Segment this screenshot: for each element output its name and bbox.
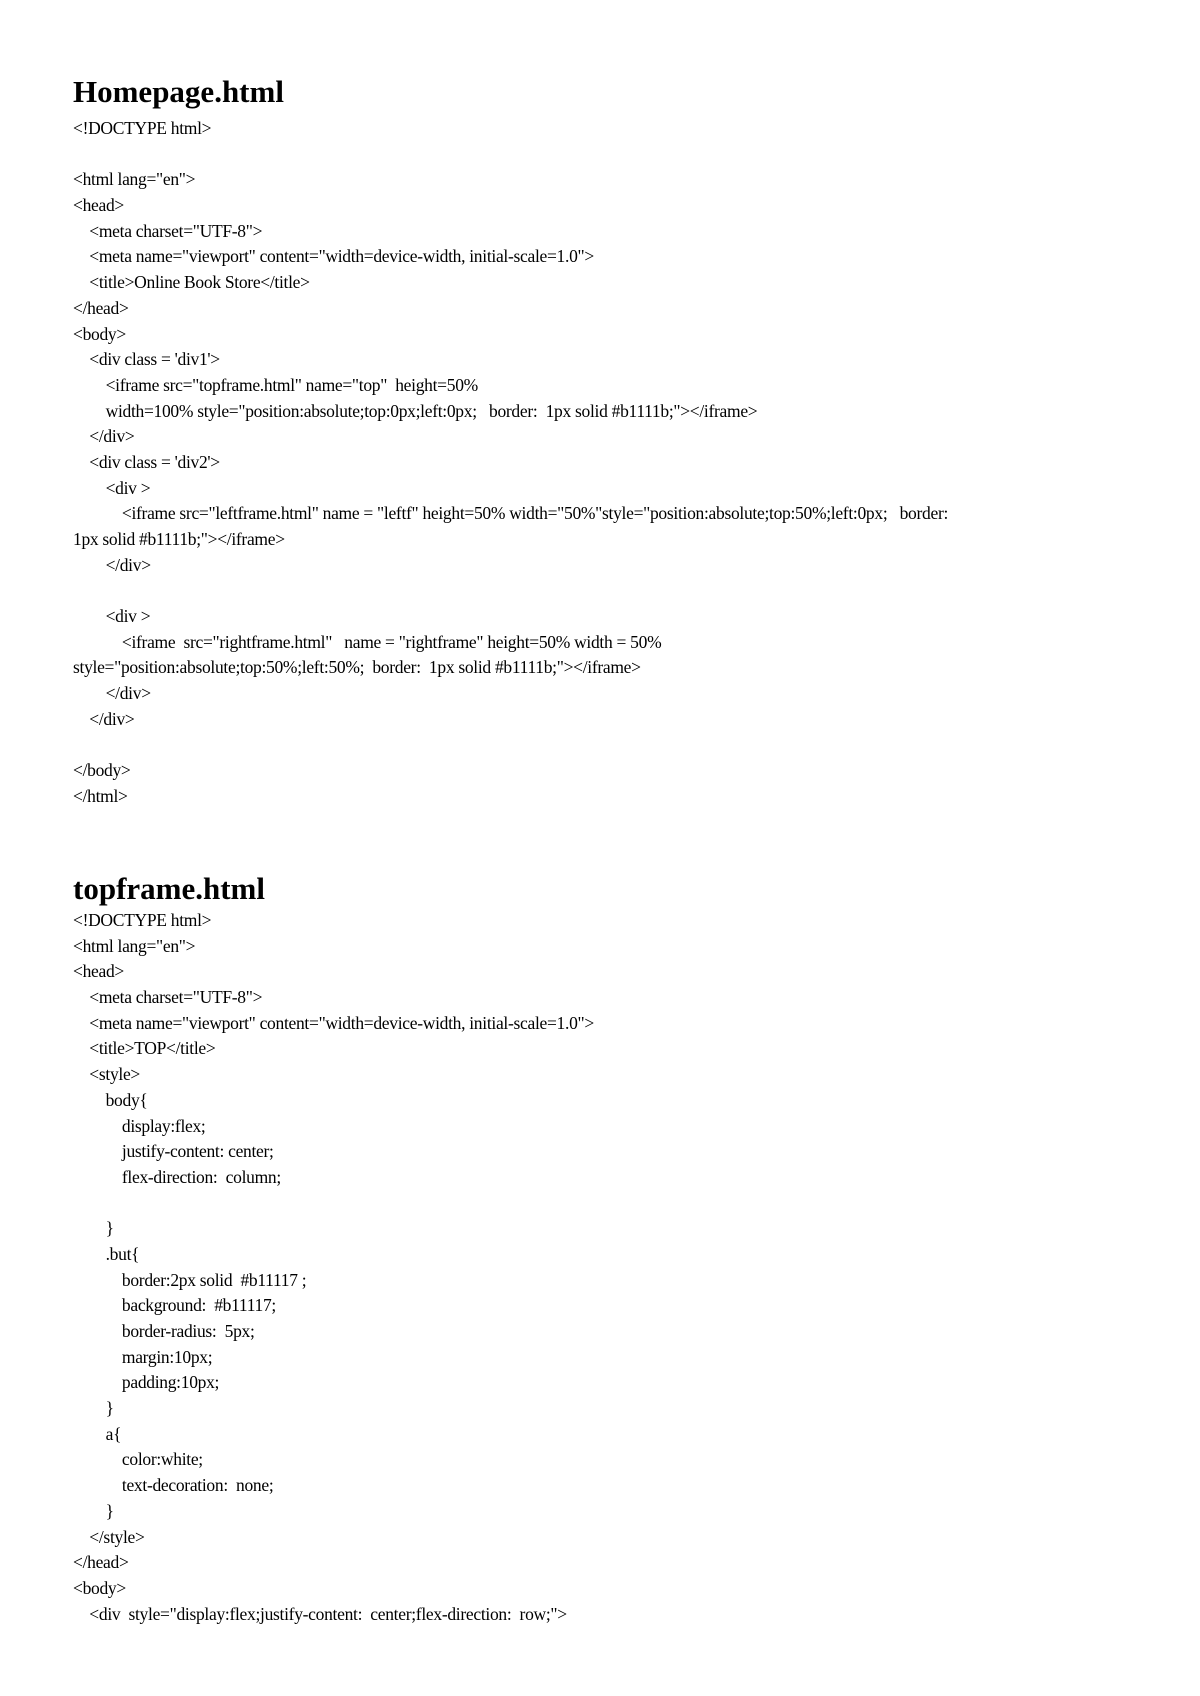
code-line: <meta name="viewport" content="width=device-width, initial-scale=1.0"> — [73, 246, 594, 267]
section-title-homepage: Homepage.html — [73, 74, 284, 109]
code-line: <html lang="en"> — [73, 169, 196, 190]
code-line: <head> — [73, 961, 124, 982]
code-line: justify-content: center; — [73, 1141, 274, 1162]
code-line: </head> — [73, 1552, 129, 1573]
code-line: <body> — [73, 1577, 126, 1598]
code-line: <iframe src="rightframe.html" name = "rightframe" height=50% width = 50% — [73, 631, 662, 652]
code-line: </style> — [73, 1526, 145, 1547]
code-line: <!DOCTYPE html> — [73, 910, 212, 930]
code-line: <title>Online Book Store</title> — [73, 272, 310, 293]
code-line: </body> — [73, 760, 131, 781]
code-line: 1px solid #b1111b;"></iframe> — [73, 529, 285, 549]
code-block-homepage — [73, 116, 1173, 810]
code-line: <meta charset="UTF-8"> — [73, 220, 263, 241]
code-line: <div class = 'div1'> — [73, 349, 220, 370]
code-line: color:white; — [73, 1449, 203, 1470]
code-line: </div> — [73, 683, 151, 704]
code-line: margin:10px; — [73, 1346, 213, 1367]
code-line — [73, 142, 1173, 168]
code-line: </div> — [73, 708, 135, 729]
code-line: .but{ — [73, 1243, 140, 1264]
code-line — [73, 578, 1173, 604]
code-line: <iframe src="topframe.html" name="top" height=50% — [73, 374, 478, 395]
code-line: body{ — [73, 1089, 148, 1110]
code-line: padding:10px; — [73, 1372, 220, 1393]
code-line: text-decoration: none; — [73, 1475, 274, 1496]
code-line: } — [73, 1500, 114, 1521]
code-line: } — [73, 1218, 114, 1239]
code-line: </html> — [73, 785, 128, 806]
code-line: flex-direction: column; — [73, 1166, 281, 1187]
code-line — [73, 1191, 1173, 1217]
code-line: <meta charset="UTF-8"> — [73, 987, 263, 1008]
code-line: width=100% style="position:absolute;top:0px;left:0px; border: 1px solid #b1111b;"></iframe> — [73, 400, 758, 421]
code-line: <iframe src="leftframe.html" name = "leftf" height=50% width="50%"style="position:absolute;top:50%;left:0px; border: — [73, 503, 949, 524]
code-line: border:2px solid #b11117 ; — [73, 1269, 307, 1290]
code-line: <div > — [73, 606, 151, 627]
code-line: <div style="display:flex;justify-content: center;flex-direction: row;"> — [73, 1603, 567, 1624]
code-line: <head> — [73, 195, 124, 216]
code-block-topframe — [73, 908, 1173, 1627]
code-line: border-radius: 5px; — [73, 1321, 255, 1341]
code-line: <html lang="en"> — [73, 935, 196, 956]
code-line: <div class = 'div2'> — [73, 451, 220, 472]
code-line: display:flex; — [73, 1115, 206, 1136]
code-line: </div> — [73, 426, 135, 447]
code-line: <body> — [73, 323, 126, 344]
code-line: background: #b11117; — [73, 1295, 276, 1316]
code-line: } — [73, 1398, 114, 1419]
code-line: a{ — [73, 1423, 122, 1444]
code-line — [73, 733, 1173, 759]
code-line: </div> — [73, 554, 151, 575]
code-line: <!DOCTYPE html> — [73, 118, 212, 138]
code-line: </head> — [73, 297, 129, 318]
code-line: style="position:absolute;top:50%;left:50%; border: 1px solid #b1111b;"></iframe> — [73, 657, 641, 678]
section-title-topframe: topframe.html — [73, 871, 265, 906]
code-line: <meta name="viewport" content="width=device-width, initial-scale=1.0"> — [73, 1012, 594, 1033]
code-line: <div > — [73, 477, 151, 498]
code-line: <style> — [73, 1064, 140, 1085]
code-line: <title>TOP</title> — [73, 1038, 216, 1059]
